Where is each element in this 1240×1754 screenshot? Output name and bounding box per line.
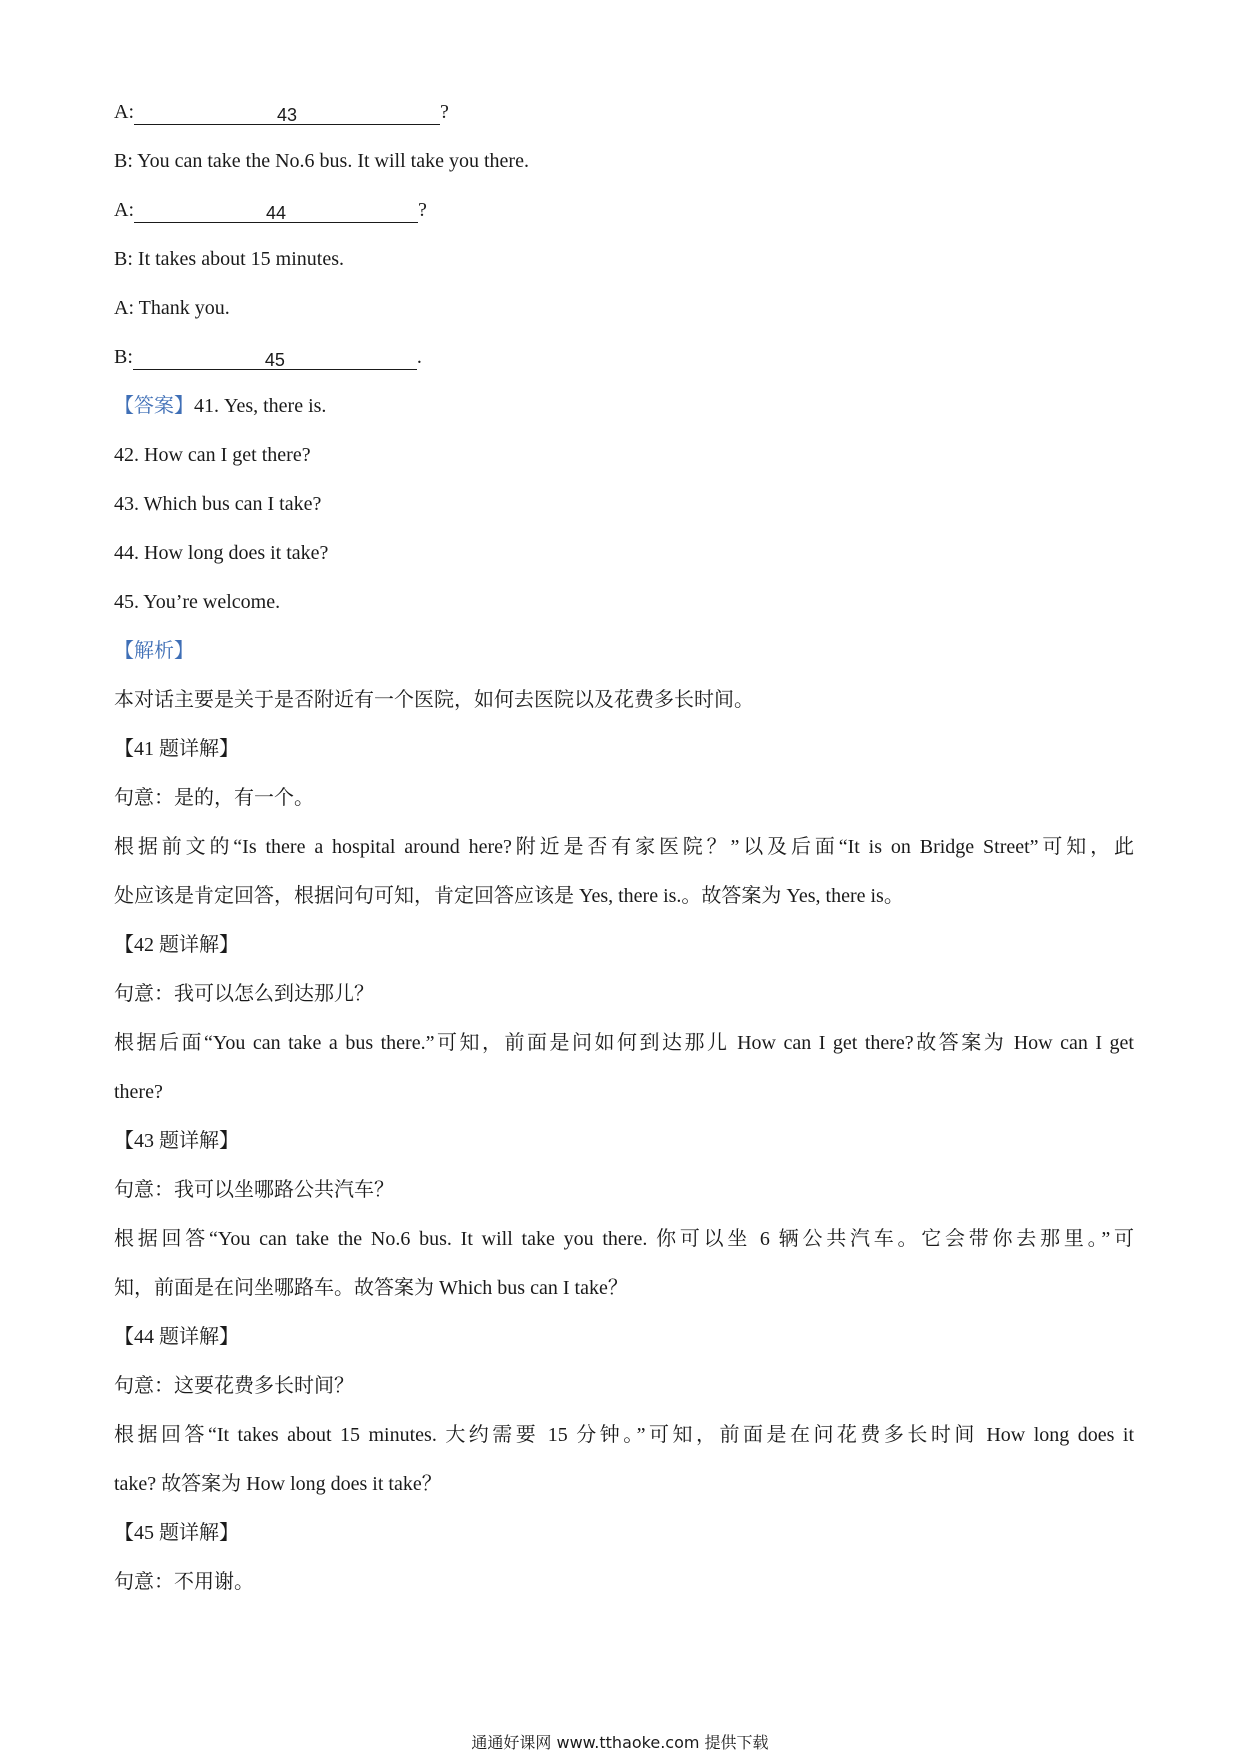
dialogue-line [114,198,1134,247]
explanation-line: 根据后面“You can take a bus there.”可知，前面是问如何到达那儿 How can I get there?故答案为 How can I get [114,1032,1134,1054]
explanation-line: 根据回答“It takes about 15 minutes. 大约需要 15 分钟。”可知，前面是在问花费多长时间 How long does it [114,1424,1134,1446]
explanation-line: 根据前文的“Is there a hospital around here?附近是否有家医院？”以及后面“It is on Bridge Street”可知，此 [114,836,1134,858]
document-page [114,100,1134,1619]
dialogue-line [114,149,1134,198]
speaker: A: [114,297,134,319]
blank-end: ? [440,101,449,123]
explanation-line: take? 故答案为 How long does it take？ [114,1473,442,1495]
speaker: B: [114,150,133,172]
question-heading: 【45 题详解】 [114,1522,239,1544]
answer-item: 41. Yes, there is. [194,395,327,417]
speaker: B: [114,346,133,368]
page-footer: 通通好课网 www.tthaoke.com 提供下载 [471,1733,769,1752]
question-heading: 【44 题详解】 [114,1326,239,1348]
dialogue-text: Thank you. [138,297,230,319]
sentence-meaning: 句意：我可以怎么到达那儿？ [114,983,374,1005]
answer-line [114,394,1134,443]
dialogue-text: You can take the No.6 bus. It will take you there. [137,150,529,172]
answer-item: 42. How can I get there? [114,444,311,466]
dialogue-line [114,247,1134,296]
sentence-meaning: 句意：是的，有一个。 [114,787,314,809]
answer-item: 44. How long does it take? [114,542,329,564]
speaker: B: [114,248,133,270]
dialogue-text: It takes about 15 minutes. [137,248,344,270]
analysis-summary: 本对话主要是关于是否附近有一个医院，如何去医院以及花费多长时间。 [114,689,754,711]
blank-end: . [416,346,422,368]
sentence-meaning: 句意：这要花费多长时间？ [114,1375,354,1397]
answer-tag: 【答案】 [114,395,194,417]
answer-blank: 45 [133,345,417,370]
blank-end: ? [418,199,427,221]
answer-item: 43. Which bus can I take? [114,493,322,515]
question-heading: 【43 题详解】 [114,1130,239,1152]
analysis-tag: 【解析】 [114,640,194,662]
dialogue-line [114,345,1134,394]
question-heading: 【41 题详解】 [114,738,239,760]
explanation-line: 根据回答“You can take the No.6 bus. It will take you there. 你可以坐 6 辆公共汽车。它会带你去那里。”可 [114,1228,1134,1250]
answer-blank: 43 [134,100,440,125]
explanation-line: 处应该是肯定回答，根据问句可知，肯定回答应该是 Yes, there is.。故答案为 Yes, there is。 [114,885,904,907]
explanation-line: 知，前面是在问坐哪路车。故答案为 Which bus can I take？ [114,1277,628,1299]
question-heading: 【42 题详解】 [114,934,239,956]
dialogue-line [114,296,1134,345]
speaker: A: [114,101,134,123]
explanation-line: there? [114,1081,163,1103]
sentence-meaning: 句意：我可以坐哪路公共汽车？ [114,1179,394,1201]
dialogue-line [114,100,1134,149]
answer-item: 45. You’re welcome. [114,591,281,613]
analysis-line [114,639,1134,688]
speaker: A: [114,199,134,221]
sentence-meaning: 句意：不用谢。 [114,1571,254,1593]
answer-blank: 44 [134,198,418,223]
